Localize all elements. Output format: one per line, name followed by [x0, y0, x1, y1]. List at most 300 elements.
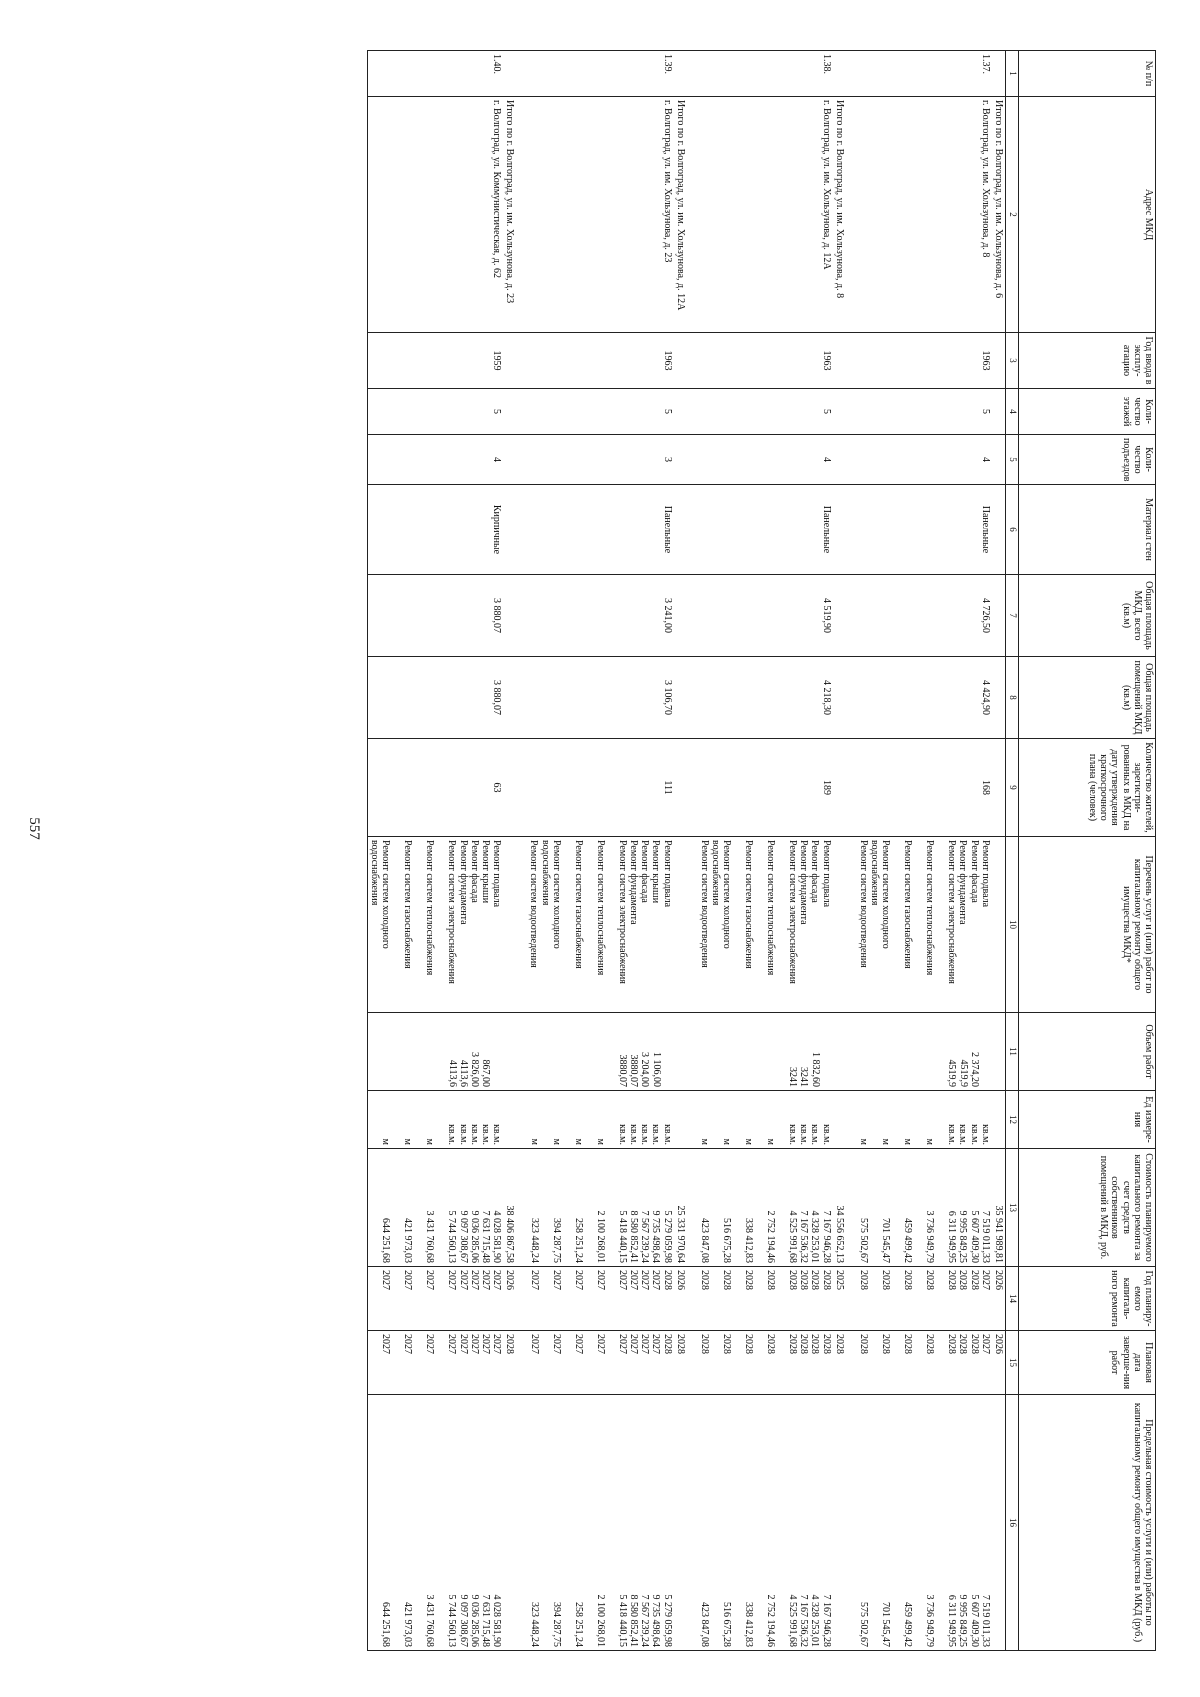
total-address: Итого по г. Волгоград, ул. им. Хользунова, д. 23: [503, 97, 516, 333]
cell-line: Ремонт систем холодного водоснабжения: [369, 840, 392, 949]
cell-line: 701 545,47: [880, 1602, 892, 1647]
cell-line: 3 204,00: [639, 1052, 651, 1087]
area-rooms: 4 424,90: [846, 657, 992, 739]
building-address: г. Волгоград, ул. им. Хользунова, д. 12А: [687, 97, 833, 333]
cell-line: 7 167 536,32: [798, 1594, 810, 1647]
total-year: 2026: [674, 1267, 687, 1331]
cell-line: 8 580 852,41: [628, 1210, 639, 1263]
cell-line: 2028: [743, 1334, 755, 1354]
cell-line: 4113,6: [457, 1059, 469, 1087]
empty-cell: [674, 1013, 687, 1091]
cell-line: [562, 1016, 584, 1087]
cell-line: Ремонт систем электроснабжения: [787, 840, 799, 984]
total-row: [503, 51, 516, 1651]
cell-line: 9 036 285,06: [468, 1210, 480, 1263]
cell-line: 459 499,42: [902, 1602, 914, 1647]
cell-line: 2027: [380, 1334, 392, 1354]
cell-line: 421 973,03: [402, 1218, 414, 1263]
empty-cell: [833, 51, 846, 97]
table-header: [1006, 51, 1156, 1651]
wall-material: Панельные: [687, 485, 833, 575]
floors-count: 5: [368, 389, 504, 435]
cell-line: 394 287,75: [550, 1602, 562, 1647]
work-limit-list: [516, 1395, 673, 1651]
empty-cell: [992, 389, 1006, 435]
empty-cell: [503, 333, 516, 389]
cell-line: 5 744 560,13: [446, 1594, 458, 1647]
cell-line: 2027: [468, 1334, 480, 1354]
cell-line: 3880,07: [628, 1054, 640, 1087]
cell-line: 7 167 946,28: [820, 1594, 832, 1647]
empty-cell: [674, 1395, 687, 1651]
column-number: 10: [1006, 837, 1019, 1013]
work-end-date-list: [368, 1331, 504, 1395]
cell-line: кв.м.: [968, 1124, 980, 1145]
work-end-date-list: [516, 1331, 673, 1395]
cell-line: 2028: [820, 1334, 832, 1354]
empty-cell: [992, 485, 1006, 575]
building-address: г. Волгоград, ул. Коммунистическая, д. 62: [368, 97, 504, 333]
cell-line: 2028: [968, 1270, 980, 1290]
work-unit-list: [368, 1091, 504, 1149]
cell-line: 7 631 715,48: [480, 1594, 492, 1647]
cell-line: 7 567 239,24: [639, 1594, 651, 1647]
empty-cell: [992, 739, 1006, 837]
cell-line: Ремонт систем электроснабжения: [446, 840, 458, 984]
cell-line: 2028: [743, 1270, 755, 1290]
cell-line: [847, 1016, 869, 1087]
empty-cell: [992, 1395, 1006, 1651]
cell-line: [754, 1016, 776, 1087]
cell-line: 2028: [902, 1270, 914, 1290]
cell-line: Ремонт систем газоснабжения: [743, 840, 755, 969]
cell-line: 2027: [594, 1334, 606, 1354]
work-list: [368, 837, 504, 1013]
total-end-date: 2028: [674, 1331, 687, 1395]
cell-line: 2027: [650, 1334, 662, 1354]
cell-line: 4 328 253,01: [809, 1210, 821, 1263]
cell-line: кв.м.: [787, 1124, 799, 1145]
cell-line: Ремонт фундамента: [957, 840, 969, 925]
work-unit-list: [846, 1091, 992, 1149]
area-rooms: 3 106,70: [516, 657, 673, 739]
cell-line: 2027: [594, 1270, 606, 1290]
column-number: 14: [1006, 1267, 1019, 1331]
cell-line: 867,00: [480, 1059, 492, 1087]
cell-line: Ремонт систем газоснабжения: [402, 840, 414, 969]
cell-line: 701 545,47: [880, 1218, 892, 1263]
cell-line: Ремонт крыши: [650, 840, 662, 904]
cell-line: 4113,6: [446, 1059, 458, 1087]
total-row: [674, 51, 687, 1651]
cell-line: 2028: [858, 1270, 870, 1290]
cell-line: [821, 1016, 832, 1087]
empty-cell: [833, 837, 846, 1013]
cell-line: Ремонт подвала: [491, 840, 503, 908]
cell-line: 2028: [968, 1334, 980, 1354]
cell-line: 2028: [924, 1334, 936, 1354]
empty-cell: [503, 485, 516, 575]
total-year: 2026: [992, 1267, 1006, 1331]
cell-line: Ремонт крыши: [480, 840, 492, 904]
empty-cell: [833, 1013, 846, 1091]
empty-cell: [833, 435, 846, 485]
cell-line: [392, 1016, 414, 1087]
cell-line: кв.м.: [957, 1124, 969, 1145]
cell-line: м: [572, 1138, 584, 1145]
table-body: [368, 51, 1006, 1651]
cell-line: 4 028 581,90: [491, 1594, 503, 1647]
floors-count: 5: [687, 389, 833, 435]
empty-cell: [833, 1395, 846, 1651]
cell-line: 3 736 949,79: [924, 1210, 936, 1263]
empty-cell: [833, 657, 846, 739]
column-number: 1: [1006, 51, 1019, 97]
cell-line: Ремонт фундамента: [628, 840, 639, 925]
cell-line: Ремонт систем холодного водоснабжения: [539, 840, 562, 949]
cell-line: 2027: [480, 1334, 492, 1354]
cell-line: 2027: [402, 1334, 414, 1354]
work-list: [846, 837, 992, 1013]
cell-line: [370, 1016, 392, 1087]
cell-line: Ремонт систем теплоснабжения: [924, 840, 936, 976]
empty-cell: [992, 1091, 1006, 1149]
cell-line: м: [424, 1138, 436, 1145]
entrances-count: 4: [368, 435, 504, 485]
cell-line: 2028: [902, 1334, 914, 1354]
work-limit-list: [687, 1395, 833, 1651]
cell-line: 9 995 849,25: [957, 1210, 969, 1263]
cell-line: 2028: [820, 1270, 832, 1290]
work-list: [516, 837, 673, 1013]
column-header: Стоимость планируемого капитального ремонта за счет средств собственников помещений в МКД, руб.: [1019, 1149, 1156, 1267]
total-cost: 38 406 867,58: [503, 1149, 516, 1267]
cell-line: кв.м.: [480, 1124, 492, 1145]
work-end-date-list: [687, 1331, 833, 1395]
year-built: 1959: [368, 333, 504, 389]
empty-cell: [992, 1013, 1006, 1091]
column-header: Общая площадь помещений МКД (кв.м): [1019, 657, 1156, 739]
area-total: 3 880,07: [368, 575, 504, 657]
cell-line: 3 431 760,68: [424, 1210, 436, 1263]
cell-line: 2028: [946, 1270, 958, 1290]
total-end-date: 2026: [992, 1331, 1006, 1395]
cell-line: 258 251,24: [572, 1218, 584, 1263]
cell-line: Ремонт систем водоотведения: [857, 840, 869, 968]
empty-cell: [833, 1091, 846, 1149]
year-built: 1963: [516, 333, 673, 389]
page-number: 557: [25, 817, 42, 840]
cell-line: 2027: [446, 1270, 458, 1290]
empty-cell: [992, 51, 1006, 97]
column-number: 6: [1006, 485, 1019, 575]
cell-line: 459 499,42: [902, 1218, 914, 1263]
residents-count: 168: [846, 739, 992, 837]
cell-line: Ремонт фасада: [468, 840, 480, 903]
cell-line: 3 826,00: [469, 1052, 481, 1087]
cell-line: 2027: [639, 1270, 651, 1290]
empty-cell: [833, 485, 846, 575]
column-header: Количество жителей, зарегистри-рованных в МКД на дату утверждения краткосрочного плана (человек): [1019, 739, 1156, 837]
column-number: 8: [1006, 657, 1019, 739]
total-cost: 34 556 652,13: [833, 1149, 846, 1267]
cell-line: 423 847,08: [699, 1602, 711, 1647]
cell-line: 9 995 849,25: [957, 1594, 969, 1647]
cell-line: 423 847,08: [699, 1218, 711, 1263]
cell-line: Ремонт систем газоснабжения: [572, 840, 584, 969]
total-address: Итого по г. Волгоград, ул. им. Хользунова, д. 6: [992, 97, 1006, 333]
cell-line: 2028: [924, 1270, 936, 1290]
empty-cell: [674, 389, 687, 435]
empty-cell: [674, 51, 687, 97]
cell-line: 2028: [699, 1270, 711, 1290]
work-volume-list: [687, 1013, 833, 1091]
empty-cell: [674, 657, 687, 739]
building-row: [846, 51, 992, 1651]
cell-line: Ремонт систем газоснабжения: [902, 840, 914, 969]
cell-line: м: [880, 1138, 892, 1145]
cell-line: 3241: [798, 1067, 810, 1087]
header-row: [1019, 51, 1156, 1651]
empty-cell: [503, 1013, 516, 1091]
empty-cell: [674, 575, 687, 657]
cell-line: Ремонт подвала: [979, 840, 991, 908]
work-cost-list: [687, 1149, 833, 1267]
column-number: 11: [1006, 1013, 1019, 1091]
column-number: 13: [1006, 1149, 1019, 1267]
cell-line: 2027: [468, 1270, 480, 1290]
row-number: 1.40.: [368, 51, 504, 97]
work-cost-list: [846, 1149, 992, 1267]
cell-line: кв.м.: [446, 1124, 458, 1145]
cell-line: 323 448,24: [528, 1218, 540, 1263]
cell-line: Ремонт фасада: [809, 840, 821, 903]
column-header: Общая площадь МКД, всего (кв.м): [1019, 575, 1156, 657]
empty-cell: [503, 837, 516, 1013]
empty-cell: [833, 739, 846, 837]
cell-line: Ремонт подвала: [661, 840, 673, 908]
empty-cell: [503, 739, 516, 837]
cell-line: м: [380, 1138, 392, 1145]
cell-line: Ремонт систем теплоснабжения: [424, 840, 436, 976]
column-header: Год планиру-емого капиталь-ного ремонта: [1019, 1267, 1156, 1331]
column-header: Коли-чество этажей: [1019, 389, 1156, 435]
empty-cell: [992, 837, 1006, 1013]
entrances-count: 4: [687, 435, 833, 485]
cell-line: [913, 1016, 935, 1087]
cell-line: [662, 1016, 673, 1087]
cell-line: м: [402, 1138, 414, 1145]
cell-line: 2027: [550, 1334, 562, 1354]
cell-line: 394 287,75: [550, 1218, 562, 1263]
cell-line: 338 412,83: [743, 1218, 755, 1263]
cell-line: кв.м.: [468, 1124, 480, 1145]
work-year-list: [368, 1267, 504, 1331]
cell-line: [980, 1016, 991, 1087]
cell-line: Ремонт систем водоотведения: [698, 840, 710, 968]
cell-line: 2028: [957, 1334, 969, 1354]
column-number: 2: [1006, 97, 1019, 333]
cell-line: Ремонт систем холодного водоснабжения: [869, 840, 892, 949]
cell-line: 5 418 440,15: [616, 1210, 628, 1263]
column-header: Предельная стоимость услуги и (или) работы по капитальному ремонту общего имущества в МКД (руб.): [1019, 1395, 1156, 1651]
cell-line: 2028: [721, 1270, 733, 1290]
column-number: 4: [1006, 389, 1019, 435]
cell-line: кв.м.: [650, 1124, 662, 1145]
empty-cell: [503, 1091, 516, 1149]
cell-line: 7 519 011,33: [979, 1210, 991, 1263]
column-number: 9: [1006, 739, 1019, 837]
cell-line: 2027: [639, 1334, 651, 1354]
empty-cell: [992, 575, 1006, 657]
cell-line: 2028: [661, 1334, 673, 1354]
cell-line: 2028: [946, 1334, 958, 1354]
cell-line: 3880,07: [617, 1054, 628, 1087]
cell-line: Ремонт фасада: [968, 840, 980, 903]
work-unit-list: [516, 1091, 673, 1149]
year-built: 1963: [846, 333, 992, 389]
cell-line: кв.м.: [628, 1124, 639, 1145]
cell-line: Ремонт подвала: [820, 840, 832, 908]
cell-line: кв.м.: [946, 1124, 958, 1145]
cell-line: 4 028 581,90: [491, 1210, 503, 1263]
row-number: 1.37.: [846, 51, 992, 97]
total-address: Итого по г. Волгоград, ул. им. Хользунова, д. 8: [833, 97, 846, 333]
area-rooms: 3 880,07: [368, 657, 504, 739]
cell-line: 5 418 440,15: [616, 1594, 628, 1647]
cell-line: 2027: [650, 1270, 662, 1290]
building-row: [516, 51, 673, 1651]
cell-line: 2028: [787, 1334, 799, 1354]
cell-line: кв.м.: [798, 1124, 810, 1145]
cell-line: 7 167 946,28: [820, 1210, 832, 1263]
cell-line: Ремонт фундамента: [457, 840, 469, 925]
cell-line: [584, 1016, 606, 1087]
cell-line: [491, 1016, 502, 1087]
cell-line: 5 607 409,30: [968, 1594, 980, 1647]
cell-line: 4519,9: [946, 1059, 958, 1087]
work-volume-list: [846, 1013, 992, 1091]
cell-line: 2028: [880, 1334, 892, 1354]
column-header: Плановая дата заверше-ния работ: [1019, 1331, 1156, 1395]
cell-line: м: [721, 1138, 733, 1145]
cell-line: 3241: [787, 1067, 799, 1087]
cell-line: 2027: [628, 1270, 639, 1290]
cell-line: 6 311 949,95: [946, 1210, 958, 1263]
wall-material: Панельные: [846, 485, 992, 575]
cell-line: 2028: [787, 1270, 799, 1290]
total-year: 2025: [833, 1267, 846, 1331]
cell-line: 4 525 991,68: [787, 1210, 799, 1263]
work-cost-list: [516, 1149, 673, 1267]
column-header: Объем работ: [1019, 1013, 1156, 1091]
cell-line: м: [550, 1138, 562, 1145]
cell-line: 2 100 268,01: [594, 1210, 606, 1263]
work-volume-list: [368, 1013, 504, 1091]
total-year: 2026: [503, 1267, 516, 1331]
empty-cell: [674, 485, 687, 575]
cell-line: 2028: [809, 1270, 821, 1290]
total-row: [833, 51, 846, 1651]
empty-cell: [503, 575, 516, 657]
empty-cell: [992, 657, 1006, 739]
empty-cell: [503, 51, 516, 97]
column-header: Ед измере-ния: [1019, 1091, 1156, 1149]
column-number-row: [1006, 51, 1019, 1651]
cell-line: 7 567 239,24: [639, 1210, 651, 1263]
cell-line: 7 631 715,48: [480, 1210, 492, 1263]
cell-line: 3 431 760,68: [424, 1594, 436, 1647]
work-year-list: [687, 1267, 833, 1331]
cell-line: [891, 1016, 913, 1087]
cell-line: 644 251,68: [380, 1218, 392, 1263]
empty-cell: [833, 389, 846, 435]
cell-line: [518, 1016, 540, 1087]
wall-material: Кирпичные: [368, 485, 504, 575]
cell-line: Ремонт систем электроснабжения: [616, 840, 628, 984]
cell-line: 9 036 285,06: [468, 1594, 480, 1647]
cell-line: 3 736 949,79: [924, 1594, 936, 1647]
cell-line: 2027: [491, 1334, 503, 1354]
cell-line: 2027: [424, 1270, 436, 1290]
total-end-date: 2028: [833, 1331, 846, 1395]
empty-cell: [992, 435, 1006, 485]
cell-line: 2 752 194,46: [765, 1594, 777, 1647]
cell-line: 2028: [721, 1334, 733, 1354]
column-number: 5: [1006, 435, 1019, 485]
cell-line: 2027: [380, 1270, 392, 1290]
cell-line: 2028: [809, 1334, 821, 1354]
cell-line: кв.м.: [491, 1124, 503, 1145]
cell-line: 9 097 308,67: [457, 1210, 469, 1263]
column-header: № п/п: [1019, 51, 1156, 97]
cell-line: м: [528, 1138, 540, 1145]
work-unit-list: [687, 1091, 833, 1149]
cell-line: 2027: [457, 1270, 469, 1290]
empty-cell: [833, 333, 846, 389]
empty-cell: [674, 1091, 687, 1149]
cell-line: 2027: [572, 1334, 584, 1354]
cell-line: 9 097 308,67: [457, 1594, 469, 1647]
cell-line: Ремонт систем холодного водоснабжения: [709, 840, 733, 949]
wall-material: Панельные: [516, 485, 673, 575]
total-cost: 25 331 970,64: [674, 1149, 687, 1267]
column-number: 12: [1006, 1091, 1019, 1149]
cell-line: 2027: [616, 1270, 628, 1290]
empty-cell: [674, 333, 687, 389]
row-number: 1.38.: [687, 51, 833, 97]
cell-line: м: [743, 1138, 755, 1145]
cell-line: 2028: [765, 1270, 777, 1290]
column-number: 3: [1006, 333, 1019, 389]
total-address: Итого по г. Волгоград, ул. им. Хользунова, д. 12А: [674, 97, 687, 333]
cell-line: кв.м.: [616, 1124, 628, 1145]
entrances-count: 3: [516, 435, 673, 485]
cell-line: 421 973,03: [402, 1602, 414, 1647]
cell-line: Ремонт фасада: [639, 840, 651, 903]
floors-count: 5: [846, 389, 992, 435]
column-header: Коли-чество подъездов: [1019, 435, 1156, 485]
cell-line: 575 502,67: [858, 1602, 870, 1647]
cell-line: 6 311 949,95: [946, 1594, 958, 1647]
cell-line: м: [594, 1138, 606, 1145]
cell-line: 2028: [957, 1270, 969, 1290]
work-volume-list: [516, 1013, 673, 1091]
cell-line: 1 106,00: [650, 1052, 662, 1087]
cell-line: м: [924, 1138, 936, 1145]
column-number: 15: [1006, 1331, 1019, 1395]
cell-line: кв.м.: [661, 1124, 673, 1145]
